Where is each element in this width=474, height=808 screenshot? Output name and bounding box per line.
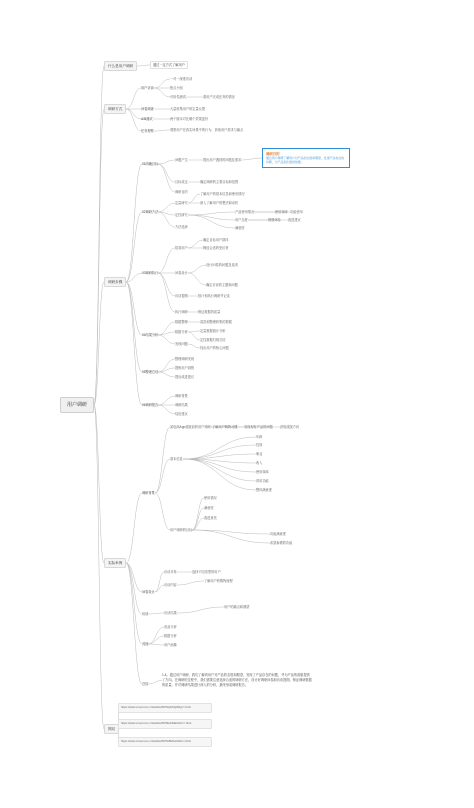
connector-line <box>126 164 142 282</box>
connector-line <box>126 282 142 405</box>
other-child-1[interactable]: 竞品分析 <box>164 625 177 629</box>
connector-line <box>188 212 235 215</box>
example-interview[interactable]: 访谈 <box>142 612 149 616</box>
analysis-sub-1[interactable]: 清洗和整理收集的数据 <box>200 320 232 324</box>
connector-line <box>192 498 204 530</box>
q-sub-6[interactable]: 常用功能 <box>256 479 269 483</box>
exec-sub-3[interactable]: 设计问卷的问题及选项 <box>206 263 238 267</box>
analysis-clean[interactable]: 数据整理 <box>175 320 188 324</box>
q-sub-3[interactable]: 职业 <box>256 452 263 456</box>
connector-line <box>94 282 104 405</box>
goal-sub-1[interactable]: 提出用户遇到的问题及需求 <box>203 158 242 162</box>
example-other[interactable]: 其他 <box>142 642 149 646</box>
summary-2[interactable]: 提炼用户洞察 <box>175 366 195 370</box>
callout-body: 通过用户调研了解用户对产品的态度和期望，发现产品存在的问题，为产品优化提供依据。 <box>266 156 345 164</box>
step-goal[interactable]: 01明确目标 <box>142 162 159 166</box>
connector-line <box>188 344 200 348</box>
method-leaf-3[interactable]: 情感体验 <box>268 218 281 222</box>
connector-line <box>126 563 142 614</box>
method-observation[interactable]: 任务观察 <box>141 129 154 133</box>
connector-line <box>241 158 262 160</box>
connector-line <box>183 445 256 459</box>
interview-sub-1[interactable]: 选择不同类型的用户 <box>192 570 221 574</box>
connector-line <box>188 273 206 285</box>
report-2[interactable]: 调研结果 <box>175 403 188 407</box>
method-sub-1[interactable]: 了解用户的基本信息和使用情况 <box>200 192 245 196</box>
connector-line <box>154 130 170 131</box>
connector-line <box>148 681 162 685</box>
method-sub-3[interactable]: 产品使用情况 <box>235 210 255 214</box>
section-what-is[interactable]: 什么是用户调研 <box>104 61 137 71</box>
connector-line <box>192 508 204 530</box>
example-questionnaire[interactable]: 问卷设计 <box>142 590 155 594</box>
connector-line <box>188 265 206 273</box>
connector-line <box>158 335 175 344</box>
site-link-2[interactable]: https://www.zcool.com.cn/article/ZMTExNDE2OA==.html <box>118 719 212 729</box>
connector-line <box>155 493 170 530</box>
connector-line <box>158 405 175 414</box>
what-is-definition[interactable]: 通过一定方式了解用户 <box>150 61 188 69</box>
report-3[interactable]: 结论建议 <box>175 412 188 416</box>
exec-sub-4[interactable]: 确定访谈的主题和问题 <box>206 283 238 287</box>
connector-line <box>148 627 164 644</box>
interview-sub-2[interactable]: 了解用户的购物流程 <box>204 579 233 583</box>
connector-line <box>154 88 170 97</box>
report-1[interactable]: 调研背景 <box>175 394 188 398</box>
connector-line <box>94 405 104 563</box>
goal-problem[interactable]: 问题产生 <box>175 158 188 162</box>
q-sub-7[interactable]: 整体满意度 <box>256 488 272 492</box>
connector-line <box>155 459 170 493</box>
exec-recruit[interactable]: 招募用户 <box>175 246 188 250</box>
method-sub-5[interactable]: 满意度 <box>235 226 245 230</box>
q-sub-1[interactable]: 年龄 <box>256 435 263 439</box>
connector-line <box>148 644 164 645</box>
site-link-1[interactable]: https://www.zcool.com.cn/article/ZMTAyMzQ0Mg==.html <box>118 703 212 713</box>
goal-set[interactable]: 目标设定 <box>175 180 188 184</box>
usability-note[interactable]: 看用户完成任务的情况 <box>203 95 235 99</box>
connector-line <box>177 607 224 613</box>
analysis-find[interactable]: 发现问题 <box>175 342 188 346</box>
connector-line <box>94 109 104 405</box>
connector-line <box>158 203 175 212</box>
exec-questionnaire[interactable]: 问卷设计 <box>175 271 188 275</box>
step-summary[interactable]: 05整理总结 <box>142 370 159 374</box>
step-execute[interactable]: 03调研执行 <box>142 271 159 275</box>
q-child-1[interactable]: 基本信息 <box>170 457 183 461</box>
other-child-3[interactable]: 用户画像 <box>164 643 177 647</box>
bg-child-2[interactable]: 用户调研的目标 <box>170 528 193 532</box>
summary-1[interactable]: 整理调研发现 <box>175 357 195 361</box>
q-sub-2[interactable]: 性别 <box>256 443 263 447</box>
connector-line <box>126 88 141 109</box>
step-analysis[interactable]: 04结果分析 <box>142 333 159 337</box>
bg-child-1[interactable]: 某电商App改版前的用户调研 <box>170 425 211 429</box>
example-summary[interactable]: 总结 <box>142 682 149 686</box>
connector-line <box>188 332 200 340</box>
section-methods[interactable]: 调研方式 <box>104 104 126 114</box>
observation-note[interactable]: 观察用户在真实场景中的行为，获取用户需求与痛点 <box>170 128 244 132</box>
interview-sub-3[interactable]: 用户的痛点和期望 <box>224 605 250 609</box>
connector-line <box>177 581 204 585</box>
exec-outline[interactable]: 访谈提纲 <box>175 294 188 298</box>
connector-line <box>188 215 235 220</box>
connector-line <box>126 563 142 684</box>
section-examples[interactable]: 实际举例 <box>104 558 126 568</box>
analysis-analyze[interactable]: 数据分析 <box>175 330 188 334</box>
connector-line <box>94 66 104 405</box>
connector-line <box>158 322 175 335</box>
interview-one-on-one[interactable]: 一对一深度访谈 <box>170 77 193 81</box>
q-sub-9[interactable]: 希望新增的功能 <box>270 541 293 545</box>
connector-line <box>154 79 170 88</box>
summary-3[interactable]: 提出改进建议 <box>175 375 195 379</box>
method-leaf-2[interactable]: 功能使用 <box>290 210 303 214</box>
step-report[interactable]: 06调研报告 <box>142 403 159 407</box>
connector-line <box>183 437 256 459</box>
connector-line <box>148 636 164 644</box>
connector-line <box>188 194 200 203</box>
analysis-sub-4[interactable]: 找出用户的核心问题 <box>200 346 229 350</box>
survey-note[interactable]: 大量收集用户的定量反馈 <box>170 107 206 111</box>
interview-usability[interactable]: 可用性测试 <box>170 95 186 99</box>
goal-callout[interactable] <box>262 148 350 168</box>
method-sub-2[interactable]: 深入了解用户的想法和动机 <box>200 201 239 205</box>
interview-child-1[interactable]: 访谈对象 <box>164 570 177 574</box>
method-choice[interactable]: 方法选择 <box>175 225 188 229</box>
connector-line <box>126 109 141 119</box>
connector-line <box>158 160 175 164</box>
connector-line <box>126 493 142 563</box>
method-ab[interactable]: A/B测试 <box>141 117 153 121</box>
connector-line <box>188 240 203 248</box>
method-leaf-1[interactable]: 使用频率 <box>275 210 288 214</box>
root-node[interactable]: 用户调研 <box>60 397 94 413</box>
interview-focus-group[interactable]: 焦点小组 <box>170 86 183 90</box>
connector-line <box>126 563 142 644</box>
q-child-3[interactable]: 满意度 <box>204 506 214 510</box>
interview-child-2[interactable]: 访谈内容 <box>164 583 177 587</box>
q-sub-4[interactable]: 收入 <box>256 461 263 465</box>
connector-line <box>126 109 141 131</box>
connector-line <box>158 164 175 182</box>
connector-line <box>94 405 104 729</box>
connector-line <box>158 396 175 405</box>
q-child-4[interactable]: 改进意见 <box>204 516 217 520</box>
analysis-sub-2[interactable]: 定量数据统计分析 <box>200 329 226 333</box>
connector-line <box>158 372 175 377</box>
connector-line <box>158 164 175 192</box>
example-summary-text: 1.4。通过用户调研，我们了解到用户对产品的态度和期望，发现了产品存在的问题，并为产品的改版提供了方向。在调研的过程中，我们需要注意选择合适的调研方法，设计好调研问卷和访谈提纲，保证调研数据的质量，并对调研结果进行深入的分析，最终形成调研报告。 <box>162 673 312 687</box>
method-survey[interactable]: 问卷调查 <box>141 107 154 111</box>
exec-sub-5[interactable]: 按计划执行调研并记录 <box>198 294 230 298</box>
interview-child-3[interactable]: 访谈结果 <box>164 611 177 615</box>
connector-line <box>188 331 200 332</box>
connector-line <box>158 273 175 312</box>
analysis-sub-3[interactable]: 定性数据归纳总结 <box>200 338 226 342</box>
bg-sub-1[interactable]: 了解用户购物习惯 <box>212 425 238 429</box>
connector-line <box>183 459 256 481</box>
ab-note[interactable]: 两个版本对比哪个效果更好 <box>170 117 209 121</box>
method-sub-4[interactable]: 用户态度 <box>235 218 248 222</box>
other-child-2[interactable]: 数据分析 <box>164 634 177 638</box>
method-quant[interactable]: 定量研究 <box>175 201 188 205</box>
bg-sub-2[interactable]: 发现现有产品的问题 <box>244 425 273 429</box>
example-background[interactable]: 调研背景 <box>142 491 155 495</box>
step-method[interactable]: 02调研方法 <box>142 210 159 214</box>
method-leaf-4[interactable]: 改进建议 <box>288 218 301 222</box>
section-steps[interactable]: 调研步骤 <box>104 277 126 287</box>
site-link-3[interactable]: https://www.zcool.com.cn/article/ZMTA5MzAxMA==.html <box>118 737 212 747</box>
method-interview[interactable]: 用户访谈 <box>141 86 154 90</box>
exec-sub-6[interactable]: 保证数据的质量 <box>198 310 221 314</box>
connector-line <box>137 65 150 66</box>
callout-title: 调研目的 <box>266 152 280 156</box>
q-sub-8[interactable]: 功能满意度 <box>270 532 286 536</box>
connector-line <box>158 212 175 227</box>
bg-sub-3[interactable]: 获取改版方向 <box>280 425 300 429</box>
q-sub-5[interactable]: 使用频率 <box>256 470 269 474</box>
connector-line <box>155 572 164 592</box>
connector-line <box>188 215 235 228</box>
exec-sub-1[interactable]: 确定目标用户群体 <box>203 238 229 242</box>
q-child-2[interactable]: 使用情况 <box>204 496 217 500</box>
connector-line <box>126 282 142 372</box>
section-sites[interactable]: 网站 <box>104 724 119 734</box>
exec-run[interactable]: 执行调研 <box>175 310 188 314</box>
goal-sub-2[interactable]: 确定调研的主要目标和范围 <box>200 180 239 184</box>
connector-line <box>148 613 164 614</box>
method-qual[interactable]: 定性研究 <box>175 213 188 217</box>
connector-line <box>158 248 175 273</box>
connector-line <box>183 459 256 490</box>
goal-purpose[interactable]: 调研目的 <box>175 190 188 194</box>
exec-sub-2[interactable]: 筛选合适的受访者 <box>203 246 229 250</box>
